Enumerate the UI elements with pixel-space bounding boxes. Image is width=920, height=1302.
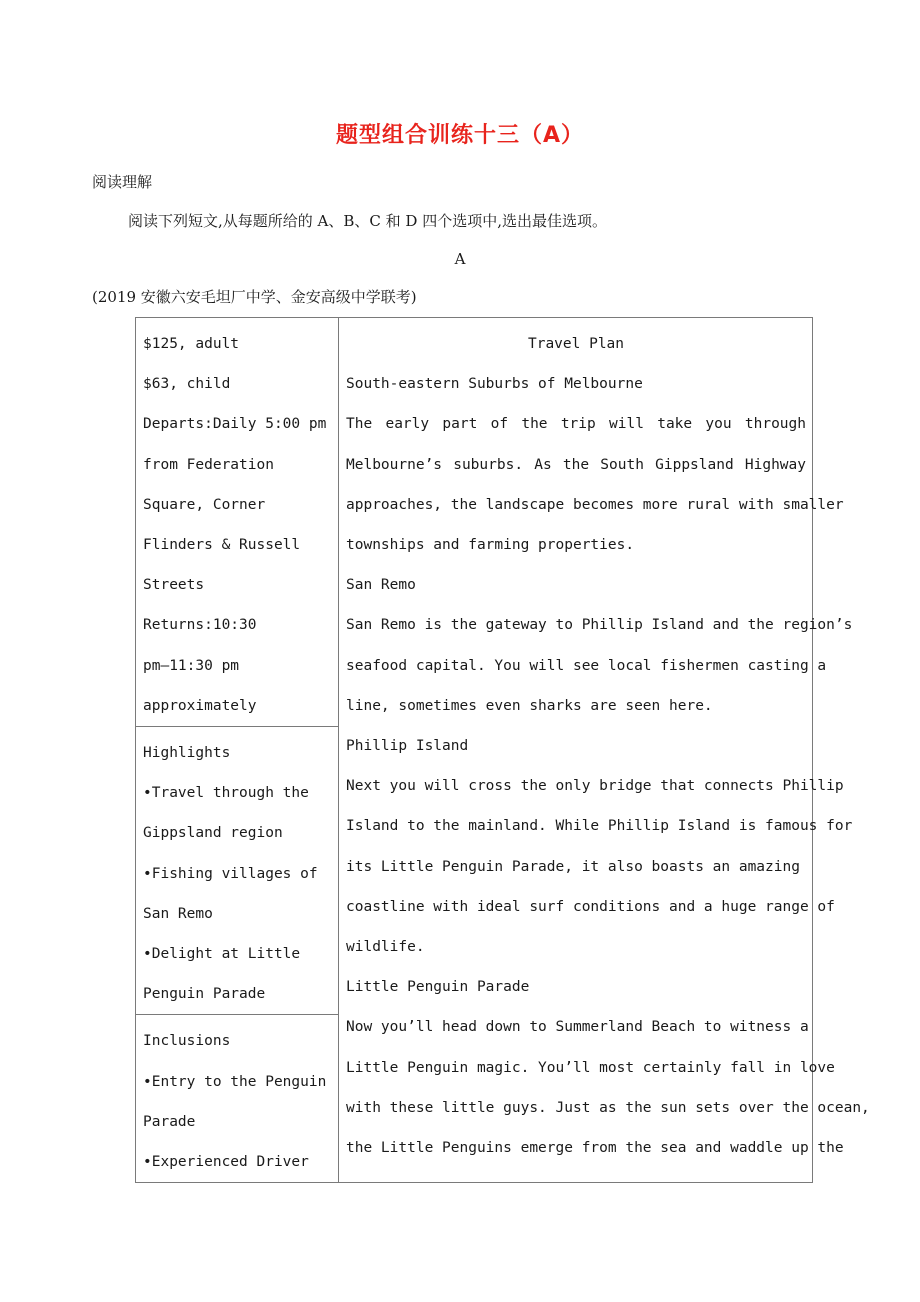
returns-text: approximately	[143, 697, 257, 714]
plan-line: townships and farming properties.	[346, 537, 635, 554]
travel-plan-cell	[339, 318, 870, 1183]
passage-label: A	[454, 250, 466, 268]
source-note: (2019 安徽六安毛坦厂中学、金安高级中学联考)	[92, 288, 417, 306]
plan-line: Little Penguin magic. You’ll most certainly fall in love	[346, 1059, 835, 1076]
returns-text: pm—11:30 pm	[143, 657, 240, 674]
plan-line: wildlife.	[346, 939, 425, 956]
plan-line: with these little guys. Just as the sun sets over the ocean,	[346, 1099, 870, 1116]
highlight-item: •Travel through the	[143, 785, 309, 802]
departs-text: Streets	[143, 577, 205, 594]
returns-text: Returns:10:30	[143, 617, 257, 634]
plan-line: Now you’ll head down to Summerland Beach to witness a	[346, 1019, 809, 1036]
travel-plan-heading: Travel Plan	[527, 336, 625, 352]
highlight-item: Gippsland region	[143, 825, 283, 842]
plan-line: seafood capital. You will see local fishermen casting a	[346, 657, 827, 674]
plan-line: the Little Penguins emerge from the sea and waddle up the	[346, 1140, 844, 1157]
inclusions-heading: Inclusions	[143, 1033, 231, 1050]
plan-line: Island to the mainland. While Phillip Island is famous for	[346, 818, 853, 835]
section-label: 阅读理解	[92, 173, 153, 191]
price-adult: $125, adult	[143, 336, 240, 352]
highlight-item: Penguin Parade	[143, 986, 266, 1003]
inclusions-cell	[136, 1015, 339, 1183]
plan-subheading: San Remo	[346, 577, 416, 594]
plan-subheading: Little Penguin Parade	[346, 979, 530, 996]
price-child: $63, child	[143, 376, 231, 393]
departs-text: from Federation	[143, 456, 274, 473]
highlight-item: San Remo	[143, 905, 213, 922]
departs-text: Square, Corner	[143, 496, 266, 513]
plan-line: its Little Penguin Parade, it also boasts an amazing	[346, 858, 800, 875]
plan-line: Melbourne’s suburbs. As the South Gippsland Highway	[346, 456, 806, 473]
instruction-text: 阅读下列短文,从每题所给的 A、B、C 和 D 四个选项中,选出最佳选项。	[128, 212, 607, 230]
document-title: 题型组合训练十三（A）	[335, 123, 585, 148]
departs-text: Departs:Daily 5:00 pm	[143, 416, 327, 433]
highlight-item: •Fishing villages of	[143, 865, 318, 882]
highlight-item: •Delight at Little	[143, 946, 301, 963]
highlights-heading: Highlights	[143, 745, 231, 762]
plan-subheading: Phillip Island	[346, 738, 469, 755]
inclusion-item: Parade	[143, 1113, 196, 1130]
plan-line: coastline with ideal surf conditions and a huge range of	[346, 898, 835, 915]
travel-plan-table	[135, 317, 870, 1183]
plan-subheading: South-eastern Suburbs of Melbourne	[346, 376, 643, 393]
inclusion-item: •Entry to the Penguin	[143, 1073, 327, 1090]
highlights-cell	[136, 727, 339, 1015]
price-schedule-cell	[136, 318, 339, 727]
departs-text: Flinders & Russell	[143, 537, 301, 554]
plan-line: San Remo is the gateway to Phillip Island and the region’s	[346, 617, 853, 634]
plan-line: approaches, the landscape becomes more rural with smaller	[346, 496, 844, 513]
plan-line: The early part of the trip will take you through	[346, 416, 806, 433]
plan-line: Next you will cross the only bridge that connects Phillip	[346, 778, 844, 795]
plan-line: line, sometimes even sharks are seen here.	[346, 697, 713, 714]
inclusion-item: •Experienced Driver	[143, 1154, 309, 1171]
